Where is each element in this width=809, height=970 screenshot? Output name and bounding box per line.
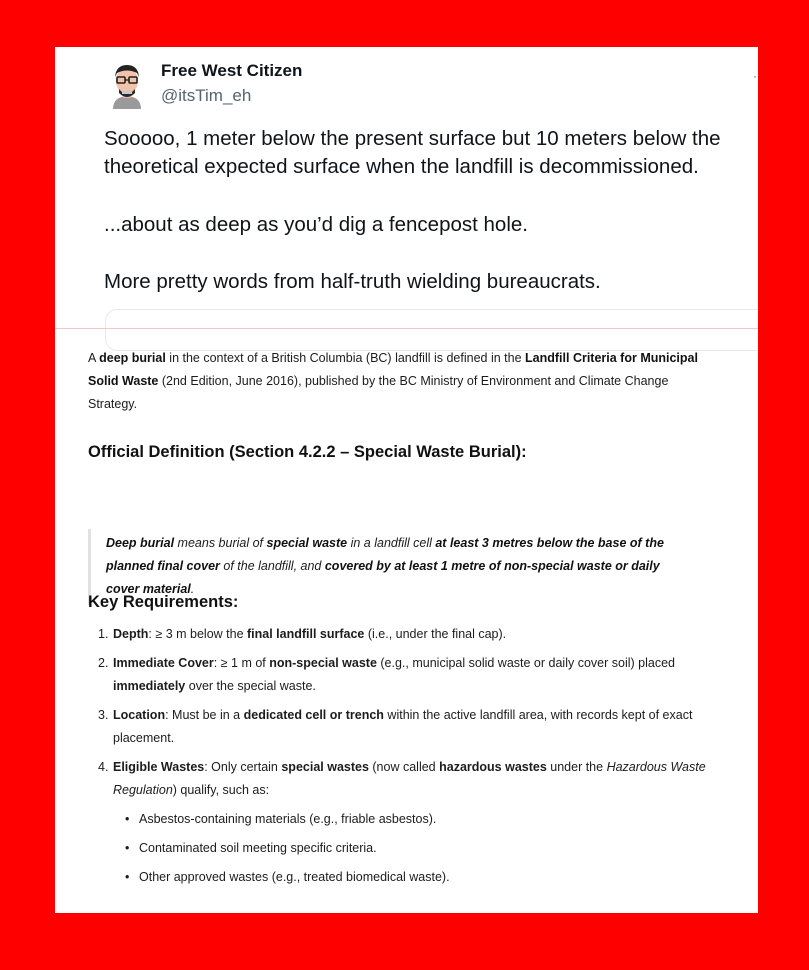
intro-paragraph: A deep burial in the context of a British Columbia (BC) landfill is defined in the Landfill Criteria for Municipal Solid Waste (2nd Edition, June 2016), published by the BC Ministry of Environment and Climate Change Strategy.	[88, 351, 698, 411]
list-item: • Contaminated soil meeting specific criteria.	[125, 841, 377, 855]
definition-document	[55, 329, 758, 913]
author-handle[interactable]: @itsTim_eh	[161, 86, 252, 105]
list-item: • Other approved wastes (e.g., treated biomedical waste).	[125, 870, 450, 884]
tweet-paragraph: ...about as deep as you’d dig a fencepost hole.	[104, 213, 528, 236]
list-item: 4. Eligible Wastes: Only certain special wastes (now called hazardous wastes under the Hazardous Waste Regulation) qualify, such as: • Asbestos-containing materials (e.g., friable asbestos). • Contaminated soil meeting specific criteria. • Other approved wastes (e.g., treated biomedical waste).	[88, 756, 708, 889]
tweet-paragraph: Sooooo, 1 meter below the present surface but 10 meters below the theoretical expected surface when the landfill is decommissioned.	[104, 127, 721, 178]
list-item: 3. Location: Must be in a dedicated cell or trench within the active landfill area, with records kept of exact placement.	[98, 708, 693, 745]
list-item: • Asbestos-containing materials (e.g., friable asbestos).	[125, 812, 437, 826]
requirements-heading: Key Requirements:	[88, 593, 239, 611]
screenshot-sheet	[55, 47, 758, 913]
definition-text: Deep burial means burial of special waste in a landfill cell at least 3 metres below the base of the planned final cover of the landfill, and covered by at least 1 metre of non-special waste or daily cover material.	[106, 536, 664, 596]
tweet-paragraph: More pretty words from half-truth wielding bureaucrats.	[104, 270, 601, 293]
list-item: 1. Depth: ≥ 3 m below the final landfill surface (i.e., under the final cap).	[98, 627, 507, 641]
tweet	[55, 47, 758, 328]
avatar[interactable]	[107, 59, 147, 109]
more-icon[interactable]: ·	[753, 69, 757, 83]
list-item: 2. Immediate Cover: ≥ 1 m of non-special waste (e.g., municipal solid waste or daily cover soil) placed immediately over the special waste.	[98, 656, 675, 693]
examples-list	[113, 808, 708, 889]
requirements-list	[88, 623, 708, 895]
author-name[interactable]: Free West Citizen	[161, 61, 303, 80]
definition-heading: Official Definition (Section 4.2.2 – Special Waste Burial):	[88, 443, 527, 461]
